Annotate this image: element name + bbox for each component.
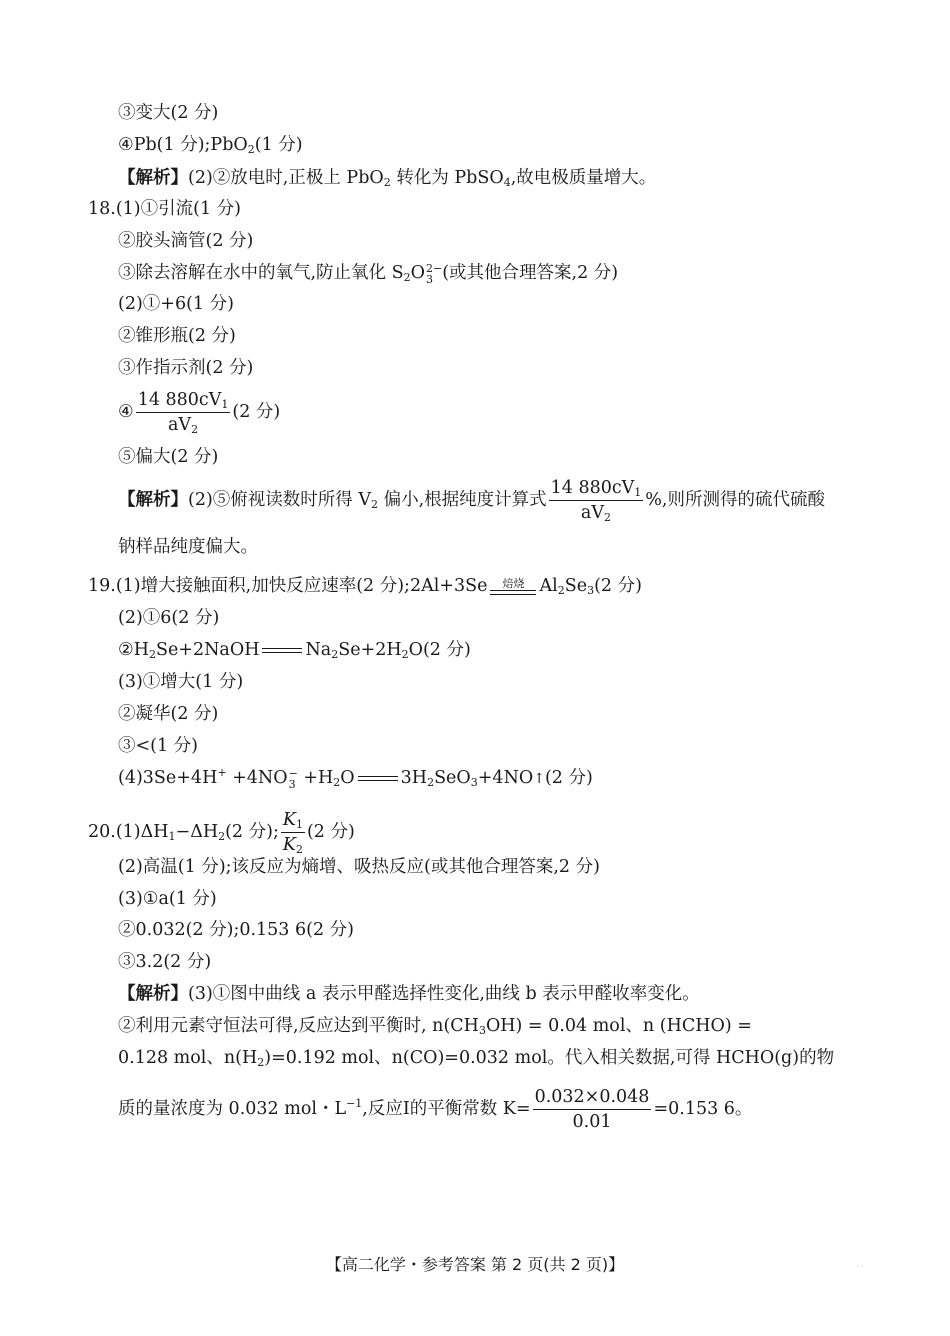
purity-fraction: $\frac{14 880cV_1}{aV_2}$ <box>137 390 229 436</box>
explanation-line: ②利用元素守恒法可得,反应达到平衡时, $n(CH_3OH) = 0.04$ mol、n (HCHO) = <box>118 1016 752 1037</box>
reaction-arrow: 焙烧 <box>489 578 537 595</box>
explanation-line: 【解析】(2)⑤俯视读数时所得 $V_2$ 偏小,根据纯度计算式 $\frac{14 880cV_1}{aV_2}$ %,则所测得的硫代硫酸 <box>118 478 825 524</box>
page-footer: 【高二化学・参考答案 第 2 页(共 2 页)】 <box>325 1255 625 1274</box>
answer-line: ③作指示剂(2 分) <box>118 358 254 378</box>
answer-line: ③3.2(2 分) <box>118 952 212 972</box>
answer-line: ④Pb(1 分);PbO$_2$(1 分) <box>118 135 303 156</box>
question-number: 19. <box>88 576 116 596</box>
answer-line: ③<(1 分) <box>118 736 199 756</box>
explanation-line: 0.128 mol、$n(H_2)=0.192$ mol、n(CO)=0.032 mol。代入相关数据,可得 HCHO(g)的物 <box>118 1048 835 1069</box>
gas-arrow-icon: ↑ <box>533 771 545 787</box>
answer-line: ②0.032(2 分);0.153 6(2 分) <box>118 920 354 940</box>
answer-line: ③变大(2 分) <box>118 103 219 123</box>
question-number: 20. <box>88 822 116 842</box>
answer-line: (2)①+6(1 分) <box>118 294 234 314</box>
answer-line: ④ $\frac{14 880cV_1}{aV_2}$ (2 分) <box>118 390 281 436</box>
answer-line: (2)高温(1 分);该反应为熵增、吸热反应(或其他合理答案,2 分) <box>118 857 600 877</box>
answer-line: (3)①a(1 分) <box>118 889 217 909</box>
answer-line: ②锥形瓶(2 分) <box>118 326 236 346</box>
explanation-tag: 【解析】 <box>118 168 188 188</box>
explanation-line: 钠样品纯度偏大。 <box>118 537 258 557</box>
explanation-line: 质的量浓度为 0.032 mol・$L^{-1}$,反应Ⅰ的平衡常数 K= $\frac{0.032\times 0.048}{0.01}$ =0.153 6。 <box>118 1087 753 1132</box>
answer-line: (2)①6(2 分) <box>118 608 220 628</box>
answer-line: ②凝华(2 分) <box>118 704 219 724</box>
answer-line: 18.(1)①引流(1 分) <box>88 199 241 219</box>
answer-line: 19.(1)增大接触面积,加快反应速率(2 分);2Al+3Se 焙烧 $Al_2Se_3(2$ 分) <box>88 576 642 597</box>
answer-line: ②胶头滴管(2 分) <box>118 231 254 251</box>
equilibrium-constant-fraction: $\frac{0.032\times 0.048}{0.01}$ <box>534 1087 650 1132</box>
reaction-equals <box>262 648 302 653</box>
explanation-line: 【解析】(3)①图中曲线 a 表示甲醛选择性变化,曲线 b 表示甲醛收率变化。 <box>118 984 700 1004</box>
corner-mark: · · <box>856 1262 864 1271</box>
reaction-equals <box>358 776 398 781</box>
explanation-line: 【解析】(2)②放电时,正极上 PbO$_2$ 转化为 PbSO$_4$,故电极质量增大。 <box>118 168 657 189</box>
purity-fraction: $\frac{14 880cV_1}{aV_2}$ <box>550 478 642 524</box>
answer-line: ③除去溶解在水中的氧气,防止氧化 $S_2O2-$ 3 (或其他合理答案,2 分) <box>118 261 619 286</box>
explanation-tag: 【解析】 <box>118 984 188 1004</box>
answer-line: $②H_2Se+2NaOH$ $Na_2Se+2H_2O(2$ 分) <box>118 640 471 661</box>
answer-line: ⑤偏大(2 分) <box>118 447 219 467</box>
answer-line: (3)①增大(1 分) <box>118 672 244 692</box>
answer-line: $20.(1)\Delta H_1-\Delta H_2(2$ 分); $\frac{K_1}{K_2}$ (2 分) <box>88 810 355 856</box>
k-ratio-fraction: $\frac{K_1}{K_2}$ <box>282 810 303 856</box>
explanation-tag: 【解析】 <box>118 490 188 510</box>
question-number: 18. <box>88 199 116 219</box>
answer-line: (4)3Se+4H+ +4NO− $3 +H_2O$ $3H_2SeO_3+4NO↑(2$ 分) <box>118 766 593 791</box>
